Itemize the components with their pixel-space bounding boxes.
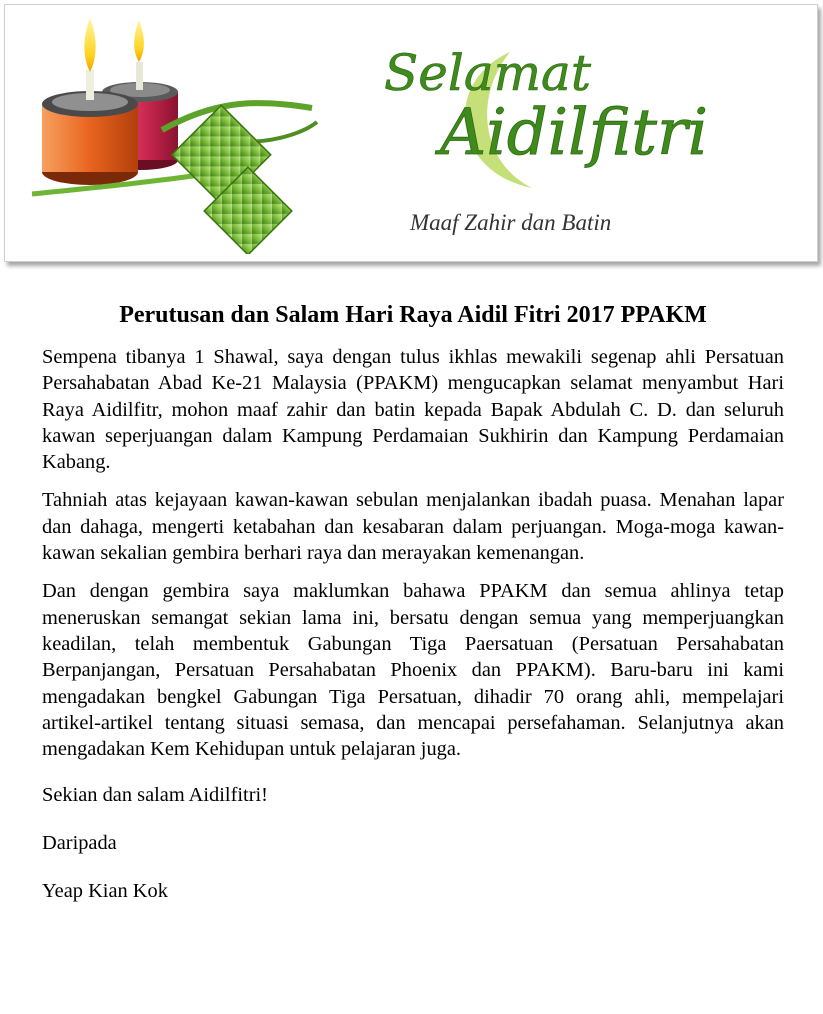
letter-paragraph-3: Dan dengan gembira saya maklumkan bahawa PPAKM dan semua ahlinya tetap meneruskan semangat sekian lama ini, bersatu dengan semua yang memperjuangkan keadilan, telah membentuk Gabungan Tiga Paersatuan (Persatuan Persahabatan Berpanjangan, Persatuan Persahabatan Phoenix dan PPAKM). Baru-baru ini kami mengadakan bengkel Gabungan Tiga Persatuan, dihadir 70 orang ahli, mempelajari artikel-artikel tentang situasi semasa, dan mencapai persefahaman. Selanjutnya akan mengadakan Kem Kehidupan untuk pelajaran juga. — [42, 580, 784, 761]
oil-lamp-icon — [42, 18, 178, 185]
letter-body — [42, 300, 784, 904]
letter-from-label: Daripada — [42, 832, 117, 855]
greeting-line-1: Selamat — [384, 44, 591, 102]
letter-closing: Sekian dan salam Aidilfitri! — [42, 784, 268, 807]
letter-paragraph-1: Sempena tibanya 1 Shawal, saya dengan tulus ikhlas mewakili segenap ahli Persatuan Persahabatan Abad Ke-21 Malaysia (PPAKM) mengucapkan selamat menyambut Hari Raya Aidilfitr, mohon maaf zahir dan batin kepada Bapak Abdulah C. D. dan seluruh kawan seperjuangan dalam Kampung Perdamaian Sukhirin dan Kampung Perdamaian Kabang. — [42, 346, 784, 474]
banner-illustration — [12, 12, 810, 254]
greeting-line-2: Aidilfitri — [440, 96, 709, 170]
letter-signature: Yeap Kian Kok — [42, 880, 168, 903]
banner-artwork — [12, 12, 810, 254]
greeting-banner — [4, 4, 818, 262]
letter-paragraph-2: Tahniah atas kejayaan kawan-kawan sebulan menjalankan ibadah puasa. Menahan lapar dan dahaga, mengerti ketabahan dan kesabaran dalam perjuangan. Moga-moga kawan-kawan sekalian gembira berhari raya dan merayakan kemenangan. — [42, 489, 784, 565]
letter-title: Perutusan dan Salam Hari Raya Aidil Fitri 2017 PPAKM — [119, 302, 707, 328]
banner-tagline: Maaf Zahir dan Batin — [410, 210, 612, 235]
